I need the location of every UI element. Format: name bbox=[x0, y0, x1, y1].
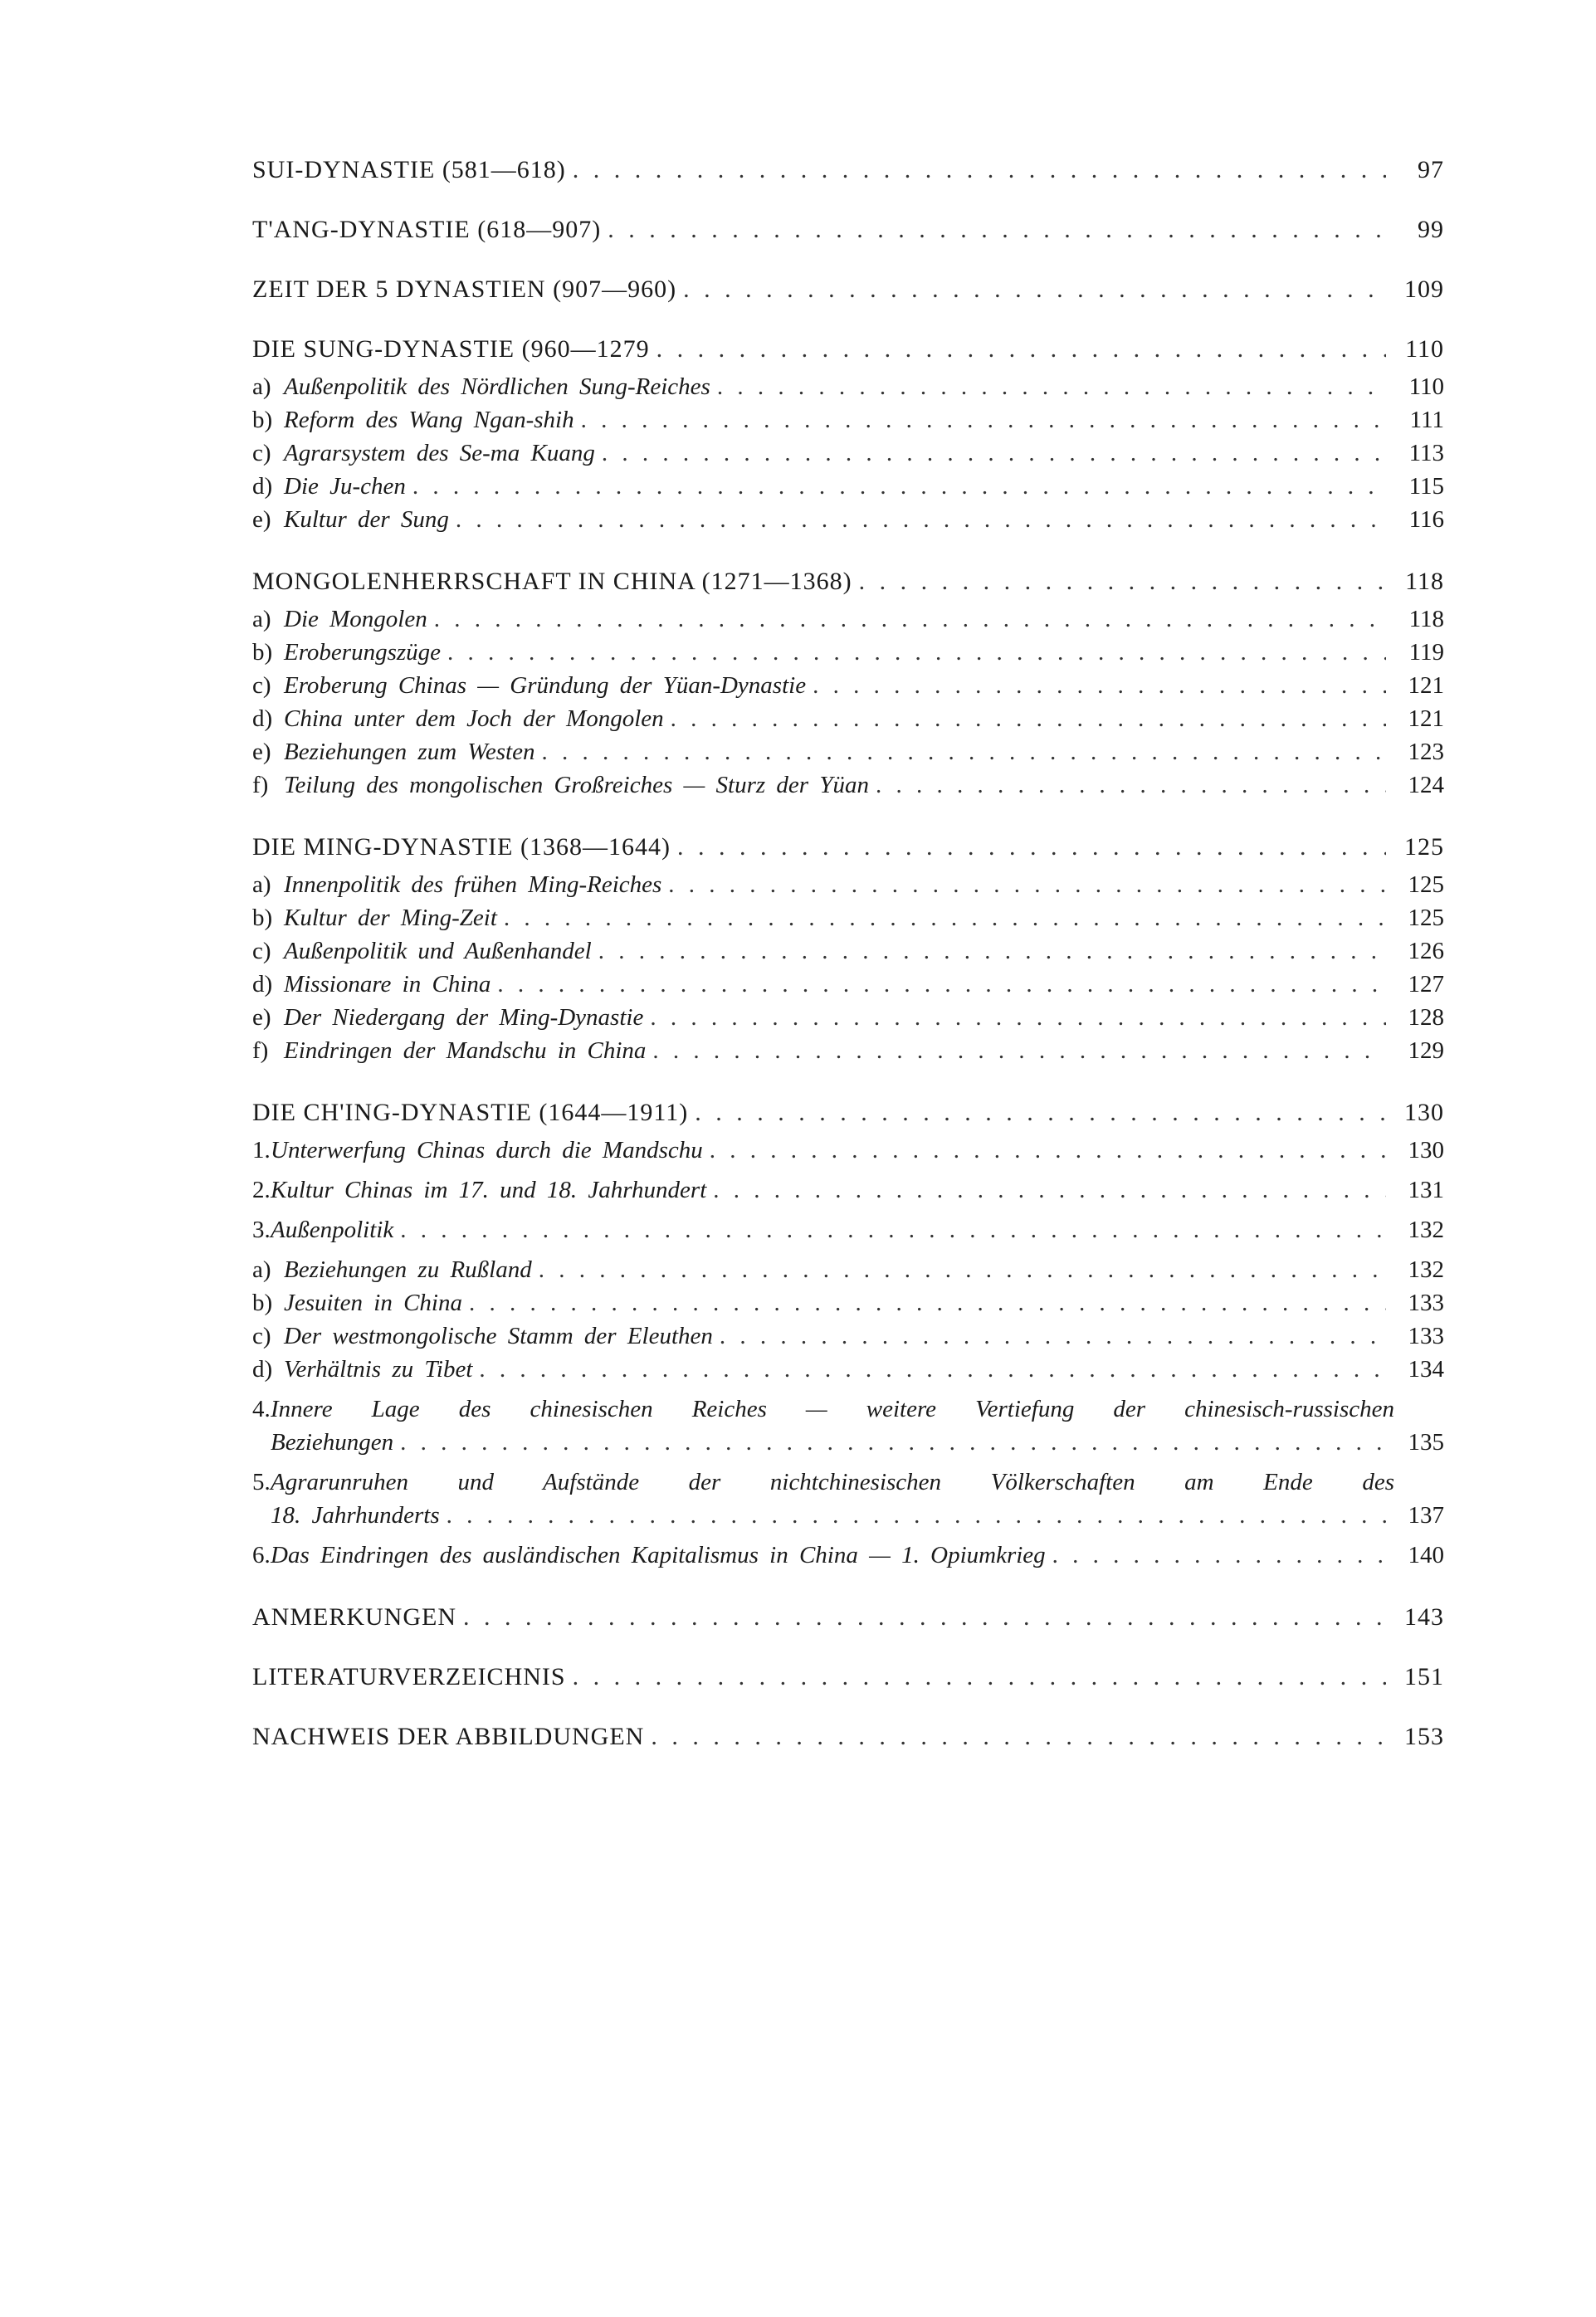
toc-subentry[interactable] bbox=[252, 407, 1444, 440]
entry-title: Der westmongolische Stamm der Eleuthen bbox=[284, 1323, 713, 1349]
toc-numbered-entry[interactable] bbox=[252, 1177, 1444, 1210]
toc-subentry[interactable] bbox=[252, 373, 1444, 407]
page-number: 97 bbox=[1418, 156, 1444, 183]
page-number: 151 bbox=[1404, 1663, 1444, 1690]
toc-subentry[interactable] bbox=[252, 1290, 1444, 1323]
entry-title: Beziehungen zu Rußland bbox=[284, 1256, 532, 1283]
entry-label: 1. bbox=[252, 1137, 271, 1163]
toc-subentry[interactable] bbox=[252, 705, 1444, 739]
toc-entry-sung[interactable] bbox=[252, 335, 1444, 367]
toc-subentry[interactable] bbox=[252, 1004, 1444, 1037]
entry-label: 6. bbox=[252, 1542, 271, 1568]
page-number: 126 bbox=[1408, 938, 1444, 964]
toc-subentry[interactable] bbox=[252, 672, 1444, 705]
entry-title: LITERATURVERZEICHNIS bbox=[252, 1663, 566, 1690]
entry-title: DIE SUNG-DYNASTIE (960—1279 bbox=[252, 335, 650, 363]
toc-entry-ching[interactable] bbox=[252, 1099, 1444, 1130]
entry-title: Das Eindringen des ausländischen Kapitalismus in China — 1. Opiumkrieg bbox=[271, 1542, 1046, 1568]
toc-numbered-entry[interactable] bbox=[252, 1217, 1444, 1250]
toc-entry-literatur[interactable] bbox=[252, 1663, 1444, 1695]
page-number: 132 bbox=[1408, 1217, 1444, 1243]
page-number: 113 bbox=[1408, 440, 1444, 466]
entry-title: Missionare in China bbox=[284, 971, 491, 998]
entry-title: Teilung des mongolischen Großreiches — Sturz der Yüan bbox=[284, 772, 869, 798]
toc-numbered-entry[interactable] bbox=[252, 1542, 1444, 1575]
toc-entry-sui[interactable] bbox=[252, 156, 1444, 188]
entry-title: Reform des Wang Ngan-shih bbox=[284, 407, 574, 433]
entry-title: T'ANG-DYNASTIE (618—907) bbox=[252, 216, 602, 243]
entry-title: Agrarsystem des Se-ma Kuang bbox=[284, 440, 595, 466]
dot-leader bbox=[643, 1004, 1386, 1032]
entry-label: d) bbox=[252, 473, 273, 500]
dot-leader bbox=[393, 1429, 1386, 1456]
page-number: 121 bbox=[1408, 672, 1444, 699]
dot-leader bbox=[1046, 1542, 1386, 1569]
entry-label: b) bbox=[252, 905, 273, 931]
dot-leader bbox=[806, 672, 1386, 700]
page-number: 115 bbox=[1408, 473, 1444, 500]
dot-leader bbox=[534, 739, 1386, 766]
entry-label: 2. bbox=[252, 1177, 271, 1203]
entry-title: Kultur der Sung bbox=[284, 506, 449, 533]
page-number: 118 bbox=[1405, 568, 1444, 595]
entry-title-line2: 18. Jahrhunderts bbox=[271, 1502, 440, 1529]
toc-subentry[interactable] bbox=[252, 473, 1444, 506]
page-number: 125 bbox=[1408, 871, 1444, 898]
entry-title: Der Niedergang der Ming-Dynastie bbox=[284, 1004, 644, 1031]
entry-label: b) bbox=[252, 639, 273, 666]
entry-label: a) bbox=[252, 871, 271, 898]
entry-title: China unter dem Joch der Mongolen bbox=[284, 705, 664, 732]
entry-title: Außenpolitik des Nördlichen Sung-Reiches bbox=[284, 373, 710, 400]
page-number: 135 bbox=[1408, 1429, 1444, 1456]
entry-title-line1: Innere Lage des chinesischen Reiches — weitere Vertiefung der chinesisch-russischen bbox=[271, 1396, 1394, 1422]
entry-label: a) bbox=[252, 1256, 271, 1283]
entry-label: b) bbox=[252, 1290, 273, 1316]
toc-subentry[interactable] bbox=[252, 772, 1444, 805]
page-number: 109 bbox=[1404, 276, 1444, 303]
toc-numbered-entry[interactable] bbox=[252, 1137, 1444, 1170]
entry-title: ZEIT DER 5 DYNASTIEN (907—960) bbox=[252, 276, 677, 303]
entry-title: Außenpolitik bbox=[271, 1217, 394, 1243]
dot-leader bbox=[676, 276, 1386, 304]
toc-entry-zeit[interactable] bbox=[252, 276, 1444, 307]
entry-title: Verhältnis zu Tibet bbox=[284, 1356, 473, 1383]
entry-title-line2: Beziehungen bbox=[271, 1429, 394, 1456]
dot-leader bbox=[497, 905, 1386, 932]
page-number: 133 bbox=[1408, 1323, 1444, 1349]
dot-leader bbox=[393, 1217, 1386, 1244]
page-number: 130 bbox=[1408, 1137, 1444, 1163]
page-number: 125 bbox=[1404, 833, 1444, 861]
toc-entry-nachweis[interactable] bbox=[252, 1723, 1444, 1754]
page-number: 130 bbox=[1404, 1099, 1444, 1126]
entry-title: ANMERKUNGEN bbox=[252, 1603, 456, 1631]
dot-leader bbox=[406, 473, 1386, 500]
toc-entry-ming[interactable] bbox=[252, 833, 1444, 865]
dot-leader bbox=[601, 216, 1386, 244]
page-number: 116 bbox=[1408, 506, 1444, 533]
page-number: 99 bbox=[1418, 216, 1444, 243]
entry-label: d) bbox=[252, 1356, 273, 1383]
dot-leader bbox=[710, 373, 1386, 401]
entry-title: DIE MING-DYNASTIE (1368—1644) bbox=[252, 833, 671, 861]
toc-entry-mongolen[interactable] bbox=[252, 568, 1444, 599]
toc-subentry[interactable] bbox=[252, 1256, 1444, 1290]
dot-leader bbox=[869, 772, 1386, 799]
page-number: 127 bbox=[1408, 971, 1444, 998]
toc-numbered-entry-wrapped[interactable] bbox=[252, 1469, 1444, 1535]
toc-subentry[interactable] bbox=[252, 905, 1444, 938]
entry-label: c) bbox=[252, 672, 271, 699]
page-number: 129 bbox=[1408, 1037, 1444, 1064]
page-number: 121 bbox=[1408, 705, 1444, 732]
entry-title: Jesuiten in China bbox=[284, 1290, 462, 1316]
dot-leader bbox=[491, 971, 1386, 998]
dot-leader bbox=[440, 1502, 1386, 1529]
page-number: 118 bbox=[1408, 606, 1444, 632]
dot-leader bbox=[456, 1603, 1386, 1632]
entry-title: Außenpolitik und Außenhandel bbox=[284, 938, 592, 964]
toc-subentry[interactable] bbox=[252, 440, 1444, 473]
entry-label: 5. bbox=[252, 1469, 271, 1495]
dot-leader bbox=[852, 568, 1386, 596]
entry-label: 4. bbox=[252, 1396, 271, 1422]
dot-leader bbox=[706, 1177, 1386, 1204]
table-of-contents bbox=[252, 156, 1444, 1754]
entry-label: f) bbox=[252, 772, 269, 798]
page-number: 143 bbox=[1404, 1603, 1444, 1631]
entry-title: NACHWEIS DER ABBILDUNGEN bbox=[252, 1723, 645, 1750]
dot-leader bbox=[574, 407, 1386, 434]
entry-title: DIE CH'ING-DYNASTIE (1644—1911) bbox=[252, 1099, 689, 1126]
dot-leader bbox=[644, 1723, 1386, 1751]
entry-label: d) bbox=[252, 971, 273, 998]
dot-leader bbox=[595, 440, 1386, 467]
entry-label: c) bbox=[252, 1323, 271, 1349]
page-number: 137 bbox=[1408, 1502, 1444, 1529]
entry-label: a) bbox=[252, 373, 271, 400]
dot-leader bbox=[688, 1099, 1386, 1127]
entry-title: Unterwerfung Chinas durch die Mandschu bbox=[271, 1137, 703, 1163]
dot-leader bbox=[472, 1356, 1386, 1383]
entry-title-line1: Agrarunruhen und Aufstände der nichtchinesischen Völkerschaften am Ende des bbox=[271, 1469, 1394, 1495]
toc-subentry[interactable] bbox=[252, 639, 1444, 672]
dot-leader bbox=[566, 156, 1386, 184]
entry-title: SUI-DYNASTIE (581—618) bbox=[252, 156, 566, 183]
entry-label: d) bbox=[252, 705, 273, 732]
dot-leader bbox=[449, 506, 1386, 534]
entry-title: Kultur Chinas im 17. und 18. Jahrhundert bbox=[271, 1177, 707, 1203]
entry-label: c) bbox=[252, 938, 271, 964]
page-number: 124 bbox=[1408, 772, 1444, 798]
toc-subentry[interactable] bbox=[252, 506, 1444, 539]
entry-label: e) bbox=[252, 506, 271, 533]
entry-title: Die Ju-chen bbox=[284, 473, 406, 500]
toc-subentry[interactable] bbox=[252, 871, 1444, 905]
dot-leader bbox=[661, 871, 1386, 899]
entry-label: a) bbox=[252, 606, 271, 632]
entry-title: Kultur der Ming-Zeit bbox=[284, 905, 497, 931]
entry-label: c) bbox=[252, 440, 271, 466]
toc-entry-tang[interactable] bbox=[252, 216, 1444, 247]
page-number: 133 bbox=[1408, 1290, 1444, 1316]
toc-subentry[interactable] bbox=[252, 1356, 1444, 1389]
dot-leader bbox=[646, 1037, 1386, 1065]
toc-subentry[interactable] bbox=[252, 1037, 1444, 1071]
page-number: 153 bbox=[1404, 1723, 1444, 1750]
entry-title: Die Mongolen bbox=[284, 606, 427, 632]
page-number: 131 bbox=[1408, 1177, 1444, 1203]
entry-title: Eroberungszüge bbox=[284, 639, 442, 666]
toc-entry-anmerkungen[interactable] bbox=[252, 1603, 1444, 1635]
entry-title: Innenpolitik des frühen Ming-Reiches bbox=[284, 871, 662, 898]
entry-label: f) bbox=[252, 1037, 269, 1064]
page-number: 132 bbox=[1408, 1256, 1444, 1283]
page-number: 140 bbox=[1408, 1542, 1444, 1568]
dot-leader bbox=[592, 938, 1386, 965]
dot-leader bbox=[462, 1290, 1386, 1317]
toc-subentry[interactable] bbox=[252, 938, 1444, 971]
dot-leader bbox=[703, 1137, 1386, 1164]
entry-title: Eindringen der Mandschu in China bbox=[284, 1037, 647, 1064]
entry-title: Eroberung Chinas — Gründung der Yüan-Dynastie bbox=[284, 672, 807, 699]
entry-title: Beziehungen zum Westen bbox=[284, 739, 535, 765]
dot-leader bbox=[441, 639, 1386, 666]
page-number: 111 bbox=[1409, 407, 1444, 433]
toc-numbered-entry-wrapped[interactable] bbox=[252, 1396, 1444, 1462]
page-number: 123 bbox=[1408, 739, 1444, 765]
toc-subentry[interactable] bbox=[252, 606, 1444, 639]
page-number: 125 bbox=[1408, 905, 1444, 931]
toc-subentry[interactable] bbox=[252, 1323, 1444, 1356]
entry-label: e) bbox=[252, 1004, 271, 1031]
page-number: 110 bbox=[1405, 335, 1444, 363]
dot-leader bbox=[713, 1323, 1386, 1350]
toc-subentry[interactable] bbox=[252, 971, 1444, 1004]
page-number: 134 bbox=[1408, 1356, 1444, 1383]
dot-leader bbox=[664, 705, 1386, 733]
entry-label: e) bbox=[252, 739, 271, 765]
page-number: 119 bbox=[1408, 639, 1444, 666]
dot-leader bbox=[650, 335, 1386, 363]
dot-leader bbox=[427, 606, 1386, 633]
page-number: 128 bbox=[1408, 1004, 1444, 1031]
page-number: 110 bbox=[1408, 373, 1444, 400]
dot-leader bbox=[671, 833, 1386, 861]
toc-subentry[interactable] bbox=[252, 739, 1444, 772]
dot-leader bbox=[532, 1256, 1386, 1284]
entry-label: 3. bbox=[252, 1217, 271, 1243]
entry-label: b) bbox=[252, 407, 273, 433]
dot-leader bbox=[566, 1663, 1386, 1691]
entry-title: MONGOLENHERRSCHAFT IN CHINA (1271—1368) bbox=[252, 568, 852, 595]
